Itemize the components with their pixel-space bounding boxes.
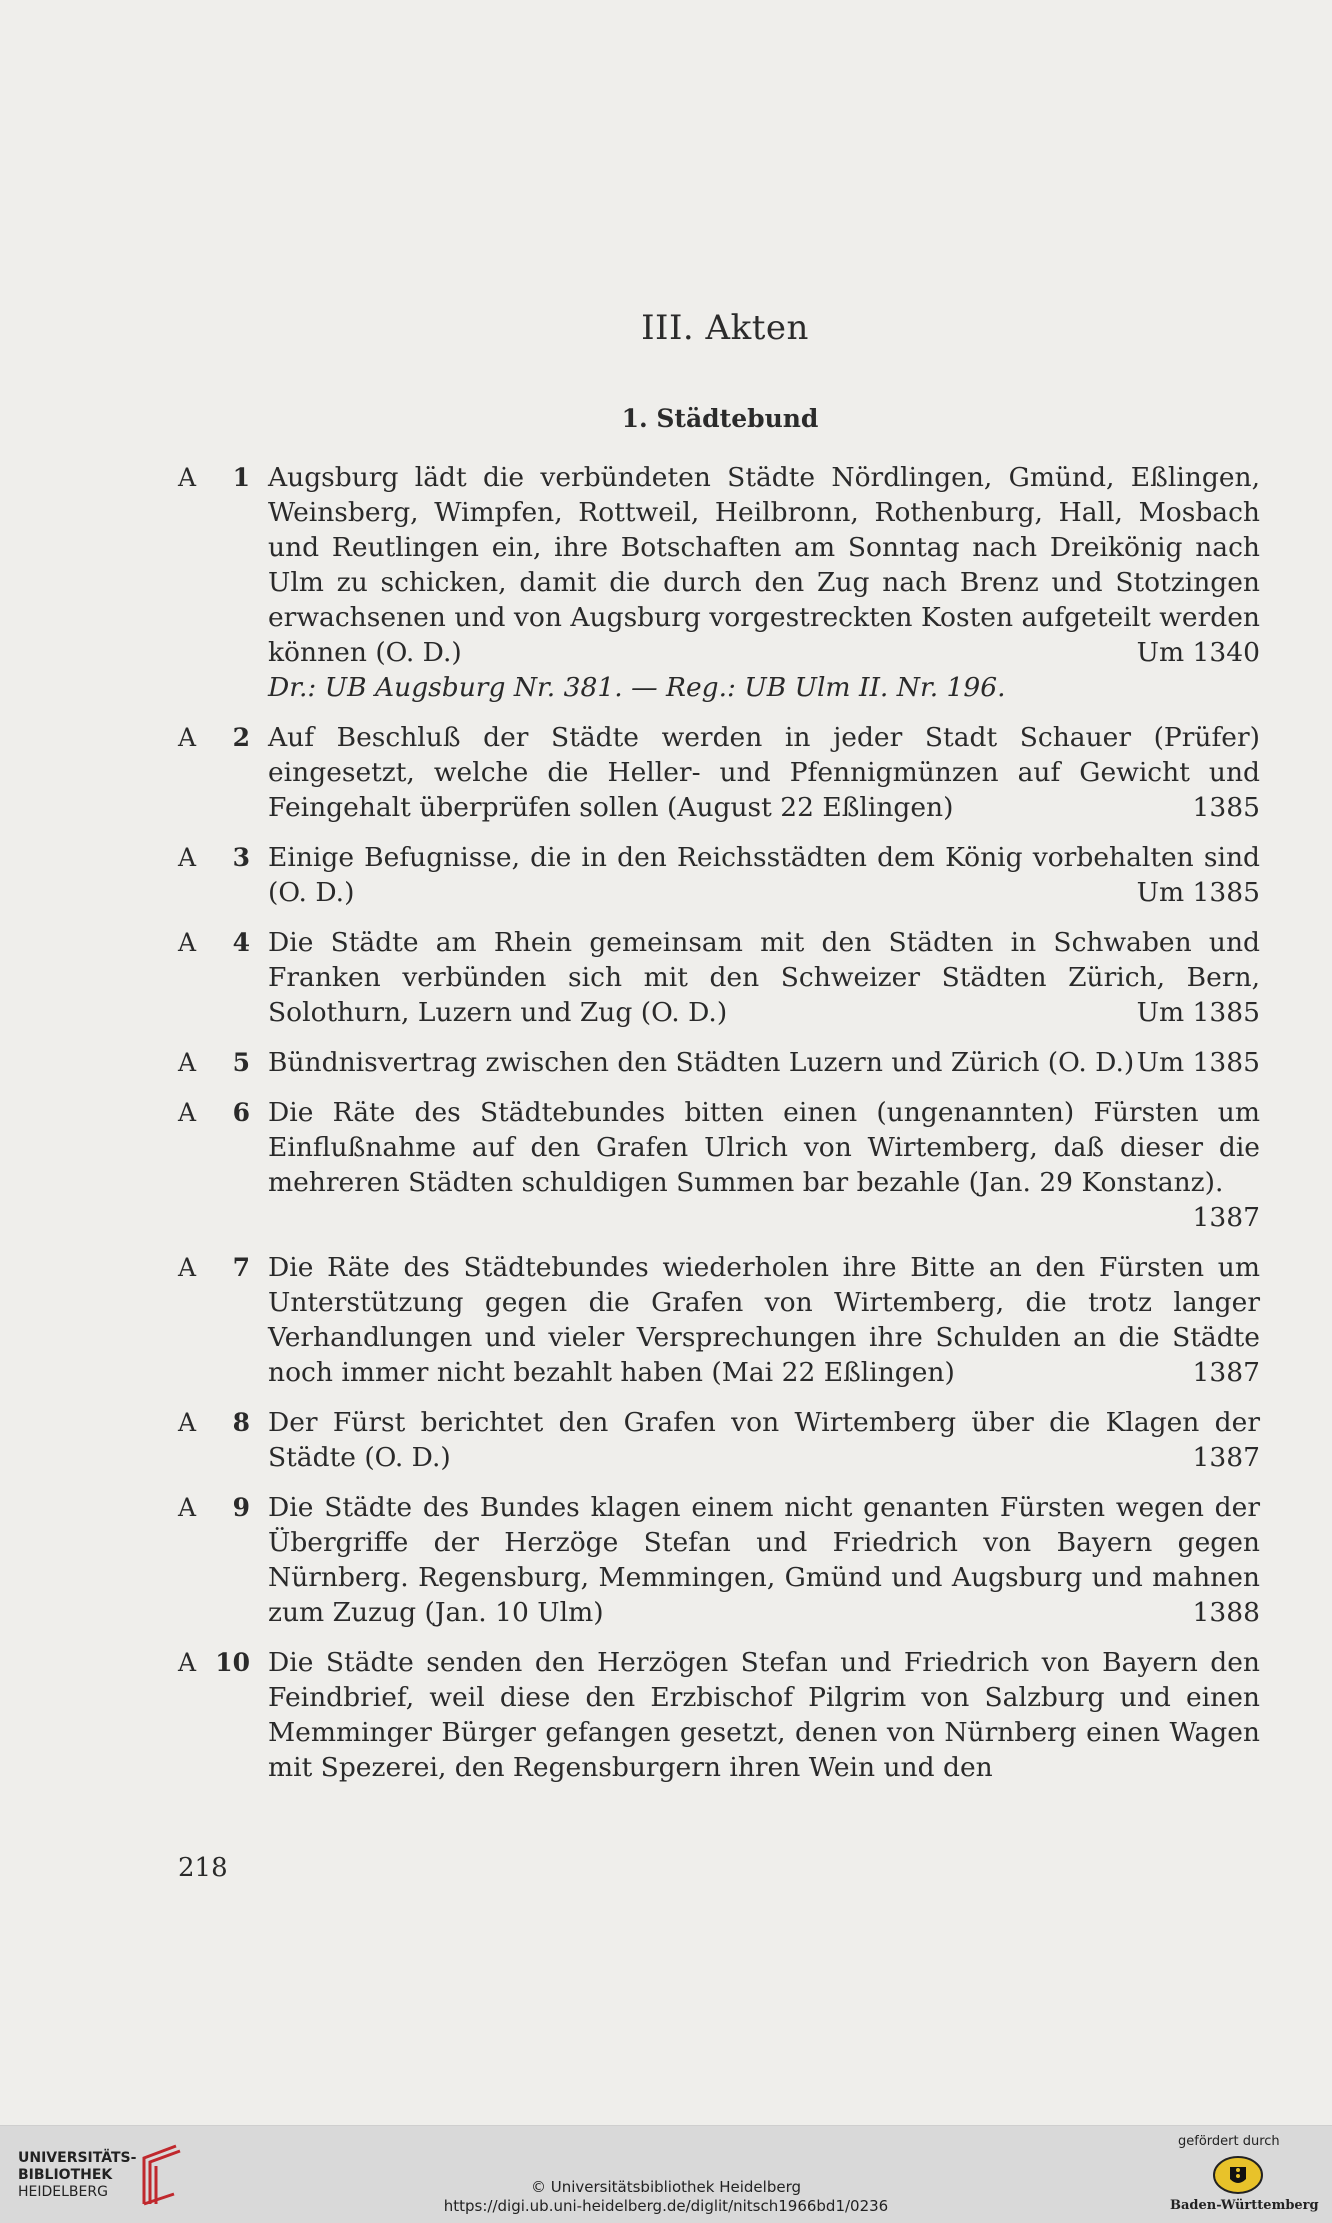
entry-date: 1387 — [1192, 1442, 1260, 1473]
entry-number: 1 — [232, 463, 250, 492]
entry-row — [178, 840, 1260, 910]
entry-id — [178, 1095, 268, 1235]
entry-text — [268, 840, 1260, 910]
entry-text — [268, 720, 1260, 825]
entry-description: Die Städte am Rhein gemeinsam mit den Städten in Schwaben und Franken verbünden sich mit den Schweizer Städten Zürich, Bern, Solothurn, Luzern und Zug (O. D.) — [268, 927, 1260, 1028]
entry-prefix: A — [178, 723, 197, 752]
entry-date: 1387 — [1192, 1357, 1260, 1388]
entry-id — [178, 840, 268, 910]
entry-prefix: A — [178, 1648, 197, 1677]
entry-row — [178, 1645, 1260, 1785]
copyright-text: © Universitätsbibliothek Heidelberg — [530, 2178, 801, 2196]
viewer-footer — [0, 2125, 1332, 2223]
entry-text — [268, 1250, 1260, 1390]
entry-prefix: A — [178, 1253, 197, 1282]
entry-description: Augsburg lädt die verbündeten Städte Nördlingen, Gmünd, Eßlingen, Weinsberg, Wimpfen, Rottweil, Heilbronn, Rothenburg, Hall, Mosbach und Reutlingen ein, ihre Botschaften am Sonntag nach Dreikönig nach Ulm zu schicken, damit die durch den Zug nach Brenz und Stotzingen erwachsenen und von Augsburg vorgestreckten Kosten aufgeteilt werden können (O. D.) — [268, 462, 1260, 668]
entry-row — [178, 1045, 1260, 1080]
entry-number: 8 — [232, 1408, 250, 1437]
entry-id — [178, 1490, 268, 1630]
permalink-url[interactable]: https://digi.ub.uni-heidelberg.de/diglit/nitsch1966bd1/0236 — [443, 2197, 889, 2215]
entry-id — [178, 1405, 268, 1475]
entry-description: Einige Befugnisse, die in den Reichsstädten dem König vorbehalten sind (O. D.) — [268, 842, 1260, 908]
entry-date: Um 1385 — [1136, 997, 1260, 1028]
entry-row — [178, 720, 1260, 825]
entry-id — [178, 1645, 268, 1785]
entry-number: 4 — [232, 928, 250, 957]
entry-row — [178, 1405, 1260, 1475]
subsection-title: 1. Städtebund — [621, 404, 819, 433]
entry-number: 7 — [232, 1253, 250, 1282]
entry-description: Der Fürst berichtet den Grafen von Wirtemberg über die Klagen der Städte (O. D.) — [268, 1407, 1260, 1473]
entry-prefix: A — [178, 843, 197, 872]
entry-description: Die Städte des Bundes klagen einem nicht genanten Fürsten wegen der Übergriffe der Herzöge Stefan und Friedrich von Bayern gegen Nürnberg. Regensburg, Memmingen, Gmünd und Augsburg und mahnen zum Zuzug (Jan. 10 Ulm) — [268, 1492, 1260, 1628]
library-name-line2: BIBLIOTHEK — [18, 2167, 113, 2183]
entry-id — [178, 1045, 268, 1080]
entry-number: 5 — [232, 1048, 250, 1077]
entry-text — [268, 460, 1260, 705]
entry-id — [178, 925, 268, 1030]
entry-prefix: A — [178, 463, 197, 492]
entry-number: 6 — [232, 1098, 250, 1127]
entry-description: Die Städte senden den Herzögen Stefan und Friedrich von Bayern den Feindbrief, weil diese den Erzbischof Pilgrim von Salzburg und einen Memminger Bürger gefangen gesetzt, denen von Nürnberg einen Wagen mit Spezerei, den Regensburgern ihren Wein und den — [268, 1647, 1260, 1783]
entry-text — [268, 1405, 1260, 1475]
entry-date: Um 1385 — [1136, 1047, 1260, 1078]
entry-id — [178, 1250, 268, 1390]
entry-number: 9 — [232, 1493, 250, 1522]
entry-row — [178, 1095, 1260, 1235]
entry-prefix: A — [178, 1493, 197, 1522]
entry-prefix: A — [178, 1408, 197, 1437]
entry-row — [178, 460, 1260, 705]
entry-date: 1388 — [1192, 1597, 1260, 1628]
entry-id — [178, 460, 268, 705]
entry-description: Auf Beschluß der Städte werden in jeder Stadt Schauer (Prüfer) eingesetzt, welche die Heller- und Pfennigmünzen auf Gewicht und Feingehalt überprüfen sollen (August 22 Eßlingen) — [268, 722, 1260, 823]
entry-date: Um 1340 — [1136, 637, 1260, 668]
entry-list — [178, 460, 1260, 1800]
entry-text — [268, 1095, 1260, 1235]
entry-description: Die Räte des Städtebundes wiederholen ihre Bitte an den Fürsten um Unterstützung gegen die Grafen von Wirtemberg, die trotz langer Verhandlungen und vieler Versprechungen ihre Schulden an die Städte noch immer nicht bezahlt haben (Mai 22 Eßlingen) — [268, 1252, 1260, 1388]
entry-id — [178, 720, 268, 825]
entry-number: 2 — [232, 723, 250, 752]
entry-description: Die Räte des Städtebundes bitten einen (ungenannten) Fürsten um Einflußnahme auf den Grafen Ulrich von Wirtemberg, daß dieser die mehreren Städten schuldigen Summen bar bezahle (Jan. 29 Konstanz). — [268, 1097, 1260, 1198]
entry-number: 10 — [215, 1648, 250, 1677]
entry-text — [268, 1490, 1260, 1630]
entry-row — [178, 925, 1260, 1030]
entry-row — [178, 1490, 1260, 1630]
entry-citation: Dr.: UB Augsburg Nr. 381. — Reg.: UB Ulm II. Nr. 196. — [268, 672, 1006, 703]
state-label: Baden-Württemberg — [1170, 2198, 1319, 2213]
entry-row — [178, 1250, 1260, 1390]
page-number: 218 — [178, 1853, 228, 1883]
entry-text — [268, 925, 1260, 1030]
library-name-line1: UNIVERSITÄTS- — [18, 2150, 137, 2166]
section-title: III. Akten — [641, 308, 809, 348]
funded-by-label: gefördert durch — [1178, 2134, 1280, 2149]
entry-date: Um 1385 — [1136, 877, 1260, 908]
entry-date: 1387 — [1192, 1202, 1260, 1233]
entry-prefix: A — [178, 1098, 197, 1127]
entry-prefix: A — [178, 928, 197, 957]
entry-date: 1385 — [1192, 792, 1260, 823]
bw-coat-of-arms-icon — [1212, 2155, 1264, 2195]
entry-description: Bündnisvertrag zwischen den Städten Luzern und Zürich (O. D.) — [268, 1047, 1135, 1078]
entry-prefix: A — [178, 1048, 197, 1077]
library-name-line3: HEIDELBERG — [18, 2184, 108, 2200]
entry-text — [268, 1645, 1260, 1785]
entry-text — [268, 1045, 1260, 1080]
entry-number: 3 — [232, 843, 250, 872]
